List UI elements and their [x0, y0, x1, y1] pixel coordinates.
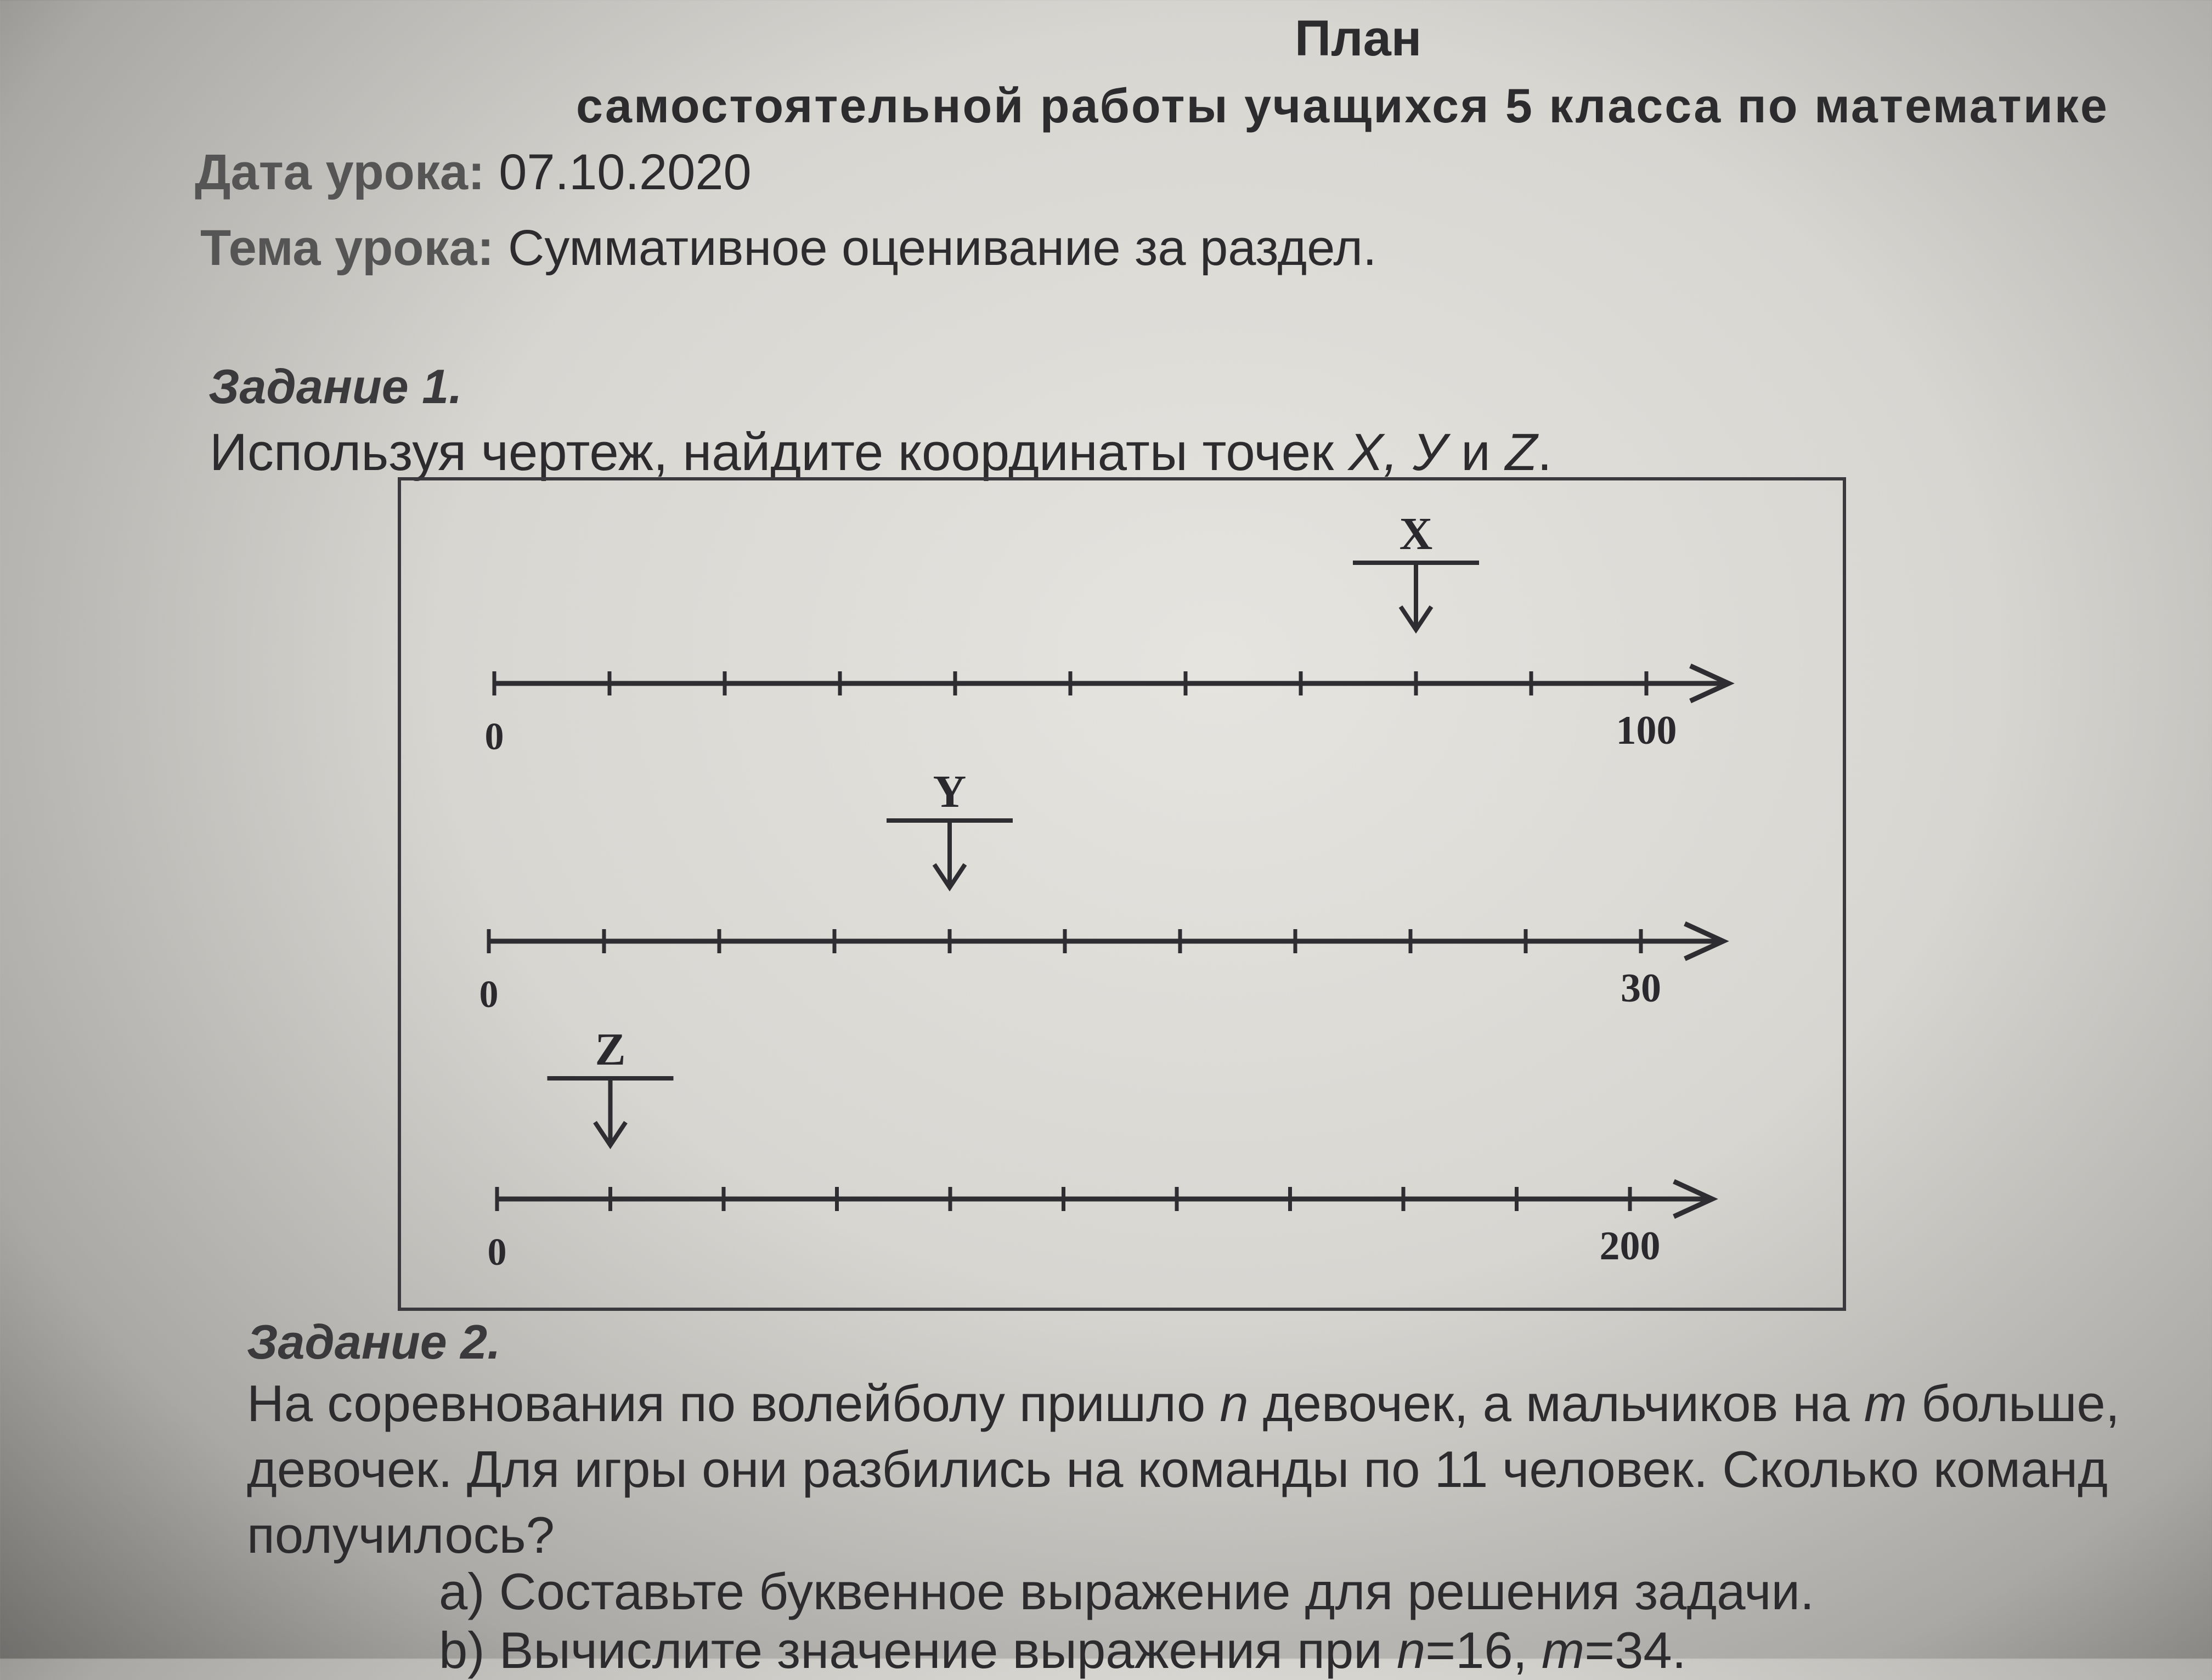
task2-item-b-eq2: =34. — [1584, 1621, 1686, 1679]
task2-item-b-text: b) Вычислите значение выражения при — [439, 1621, 1397, 1679]
task1-instruction-last: Z — [1505, 423, 1538, 482]
task2-item-b-eq1: =16, — [1425, 1621, 1542, 1679]
task2-item-b — [439, 1621, 1686, 1680]
number-line-2-point-label: Y — [933, 766, 967, 817]
task2-line1-b: девочек, а мальчиков на — [1248, 1374, 1864, 1432]
number-line-2-end-label: 30 — [1621, 966, 1661, 1011]
task2-var-n: n — [1220, 1374, 1249, 1432]
task2-line1 — [247, 1374, 2120, 1433]
task1-instruction — [210, 422, 1552, 483]
task1-instruction-and: и — [1446, 423, 1505, 482]
task2-line3: получилось? — [247, 1506, 555, 1564]
number-lines-figure — [398, 477, 1846, 1311]
lesson-topic-value: Суммативное оценивание за раздел. — [507, 220, 1377, 276]
task2-item-b-n: n — [1396, 1621, 1426, 1679]
page-subtitle: самостоятельной работы учащихся 5 класса по математике — [576, 78, 2109, 133]
lesson-topic-label: Тема урока: — [200, 220, 494, 276]
number-lines-svg — [401, 480, 1849, 1314]
task1-instruction-text: Используя чертеж, найдите координаты точек — [210, 423, 1348, 482]
task2-item-b-m: m — [1541, 1621, 1585, 1679]
lesson-date-value: 07.10.2020 — [499, 144, 752, 200]
task1-instruction-end: . — [1537, 423, 1552, 482]
lesson-date — [195, 144, 752, 201]
number-line-1-end-label: 100 — [1616, 708, 1677, 753]
task2-item-a: а) Составьте буквенное выражение для решения задачи. — [439, 1563, 1815, 1620]
lesson-topic — [200, 219, 1377, 277]
task1-heading: Задание 1. — [208, 359, 462, 414]
number-line-3-point-label: Z — [595, 1024, 626, 1075]
page-title: План — [1295, 10, 1422, 66]
task1-instruction-vars: X, У — [1348, 423, 1447, 482]
number-line-2-start-label: 0 — [479, 974, 499, 1016]
lesson-date-label: Дата урока: — [195, 144, 485, 200]
task2-var-m: m — [1864, 1374, 1908, 1432]
number-line-1-point-label: X — [1399, 508, 1433, 559]
task2-line1-a: На соревнования по волейболу пришло — [247, 1374, 1220, 1432]
task2-line2: девочек. Для игры они разбились на команды по 11 человек. Сколько команд — [247, 1440, 2108, 1498]
task2-line1-c: больше, — [1907, 1374, 2120, 1432]
number-line-3-end-label: 200 — [1599, 1224, 1661, 1269]
task2-heading: Задание 2. — [247, 1315, 501, 1369]
number-line-1-start-label: 0 — [484, 716, 504, 758]
number-line-3-start-label: 0 — [487, 1231, 507, 1274]
